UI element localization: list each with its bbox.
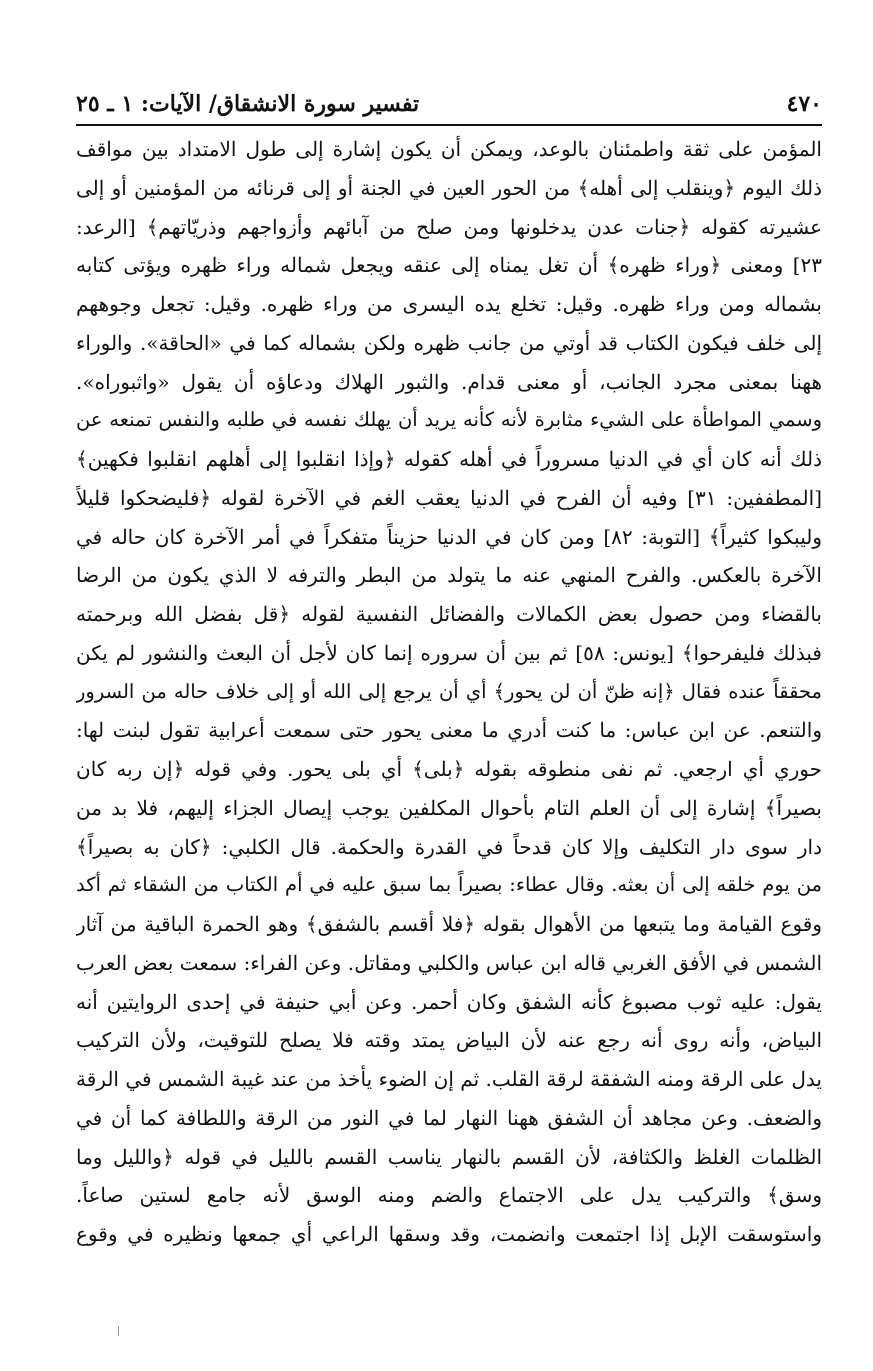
header-divider	[76, 124, 822, 126]
text-line: واستوسقت الإبل إذا اجتمعت وانضمت، وقد وسقها الراعي أي جمعها ونظيره في وقوع	[76, 1222, 822, 1246]
text-line: فبذلك فليفرحوا﴾ [يونس: ٥٨] ثم بين أن سروره إنما كان لأجل أن البعث والنشور لم يكن	[76, 640, 822, 665]
text-line: من يوم خلقه إلى أن بعثه. وقال عطاء: بصيراً بما سبق عليه في أم الكتاب من الشقاء ثم أكد	[76, 873, 822, 897]
text-line: بصيراً﴾ إشارة إلى أن العلم التام بأحوال المكلفين يوجب إيصال الجزاء إليهم، فلا بد من	[76, 795, 822, 820]
text-line: الظلمات الغلظ والكثافة، لأن القسم بالنهار يناسب القسم بالليل في قوله ﴿والليل وما	[76, 1144, 822, 1169]
text-line: ههنا بمعنى مجرد الجانب، أو معنى قدام. والثبور الهلاك ودعاؤه أن يقول «واثبوراه».	[76, 369, 822, 394]
text-line: ذلك أنه كان أي في الدنيا مسروراً في أهله كقوله ﴿وإذا انقلبوا إلى أهلهم انقلبوا فكهين﴾	[76, 447, 822, 471]
text-line: بالقضاء ومن حصول بعض الكمالات والفضائل النفسية لقوله ﴿قل بفضل الله وبرحمته	[76, 602, 822, 626]
text-line: البياض، وأنه روى أنه رجع عنه لأن البياض يمتد وقته فلا يصلح للتوقيت، ولأن التركيب	[76, 1028, 822, 1053]
page-number: ٤٧٠	[786, 91, 822, 117]
text-line: الشمس في الأفق الغربي قاله ابن عباس والكلبي ومقاتل. وعن الفراء: سمعت بعض العرب	[76, 950, 822, 975]
text-line: حوري أي ارجعي. ثم نفى منطوقه بقوله ﴿بلى﴾ أي بلى يحور. وفي قوله ﴿إن ربه كان	[76, 757, 822, 781]
text-line: الآخرة بالعكس. والفرح المنهي عنه ما يتولد من البطر والترفه لا الذي يكون من الرضا	[76, 563, 822, 588]
text-line: محققاً عنده فقال ﴿إنه ظنّ أن لن يحور﴾ أي أن يرجع إلى الله أو إلى خلاف حاله من السرور	[76, 679, 822, 703]
text-line: ٢٣] ومعنى ﴿وراء ظهره﴾ أن تغل يمناه إلى عنقه ويجعل شماله وراء ظهره ويؤتى كتابه	[76, 253, 822, 278]
text-line: دار سوى دار التكليف وإلا كان قدحاً في القدرة والحكمة. قال الكلبي: ﴿كان به بصيراً﴾	[76, 834, 822, 859]
text-line: وليبكوا كثيراً﴾ [التوبة: ٨٢] ومن كان في الدنيا حزيناً متفكراً في أمر الآخرة كان حاله في	[76, 524, 822, 549]
text-line: وسمي المواطأة على الشيء مثابرة لأنه كأنه يريد أن يهلك نفسه في طلبه والنفس تمنعه عن	[76, 408, 822, 432]
scan-mark	[118, 1326, 119, 1336]
text-line: بشماله ومن وراء ظهره. وقيل: تخلع يده اليسرى من وراء ظهره. وقيل: تجعل وجوههم	[76, 292, 822, 316]
running-header	[76, 86, 822, 122]
text-line: عشيرته كقوله ﴿جنات عدن يدخلونها ومن صلح من آبائهم وأزواجهم وذريّاتهم﴾ [الرعد:	[76, 214, 822, 239]
text-line: وسق﴾ والتركيب يدل على الاجتماع والضم ومنه الوسق لأنه جامع لستين صاعاً.	[76, 1183, 822, 1208]
text-line: ذلك اليوم ﴿وينقلب إلى أهله﴾ من الحور العين في الجنة أو إلى قرنائه من المؤمنين أو إلى	[76, 175, 822, 200]
text-line: يقول: عليه ثوب مصبوغ كأنه الشفق وكان أحمر. وعن أبي حنيفة في إحدى الروايتين أنه	[76, 989, 822, 1014]
text-line: وقوع القيامة وما يتبعها من الأهوال بقوله ﴿فلا أقسم بالشفق﴾ وهو الحمرة الباقية من آثار	[76, 912, 822, 936]
text-line: والتنعم. عن ابن عباس: ما كنت أدري ما معنى يحور حتى سمعت أعرابية تقول لبنت لها:	[76, 718, 822, 743]
running-title: تفسير سورة الانشقاق/ الآيات: ١ ـ ٢٥	[76, 91, 420, 117]
text-line: والضعف. وعن مجاهد أن الشفق ههنا النهار لما في النور من الرقة واللطافة كما أن في	[76, 1105, 822, 1130]
text-line: يدل على الرقة ومنه الشفقة لرقة القلب. ثم إن الضوء يأخذ من عند غيبة الشمس في الرقة	[76, 1067, 822, 1091]
body-text	[76, 130, 822, 1254]
text-line: إلى خلف فيكون الكتاب قد أوتي من جانب ظهره ولكن بشماله كما في «الحاقة». والوراء	[76, 330, 822, 355]
text-line: [المطففين: ٣١] وفيه أن الفرح في الدنيا يعقب الغم في الآخرة لقوله ﴿فليضحكوا قليلاً	[76, 485, 822, 510]
text-line: المؤمن على ثقة واطمئنان بالوعد، ويمكن أن يكون إشارة إلى طول الامتداد بين مواقف	[76, 137, 822, 161]
